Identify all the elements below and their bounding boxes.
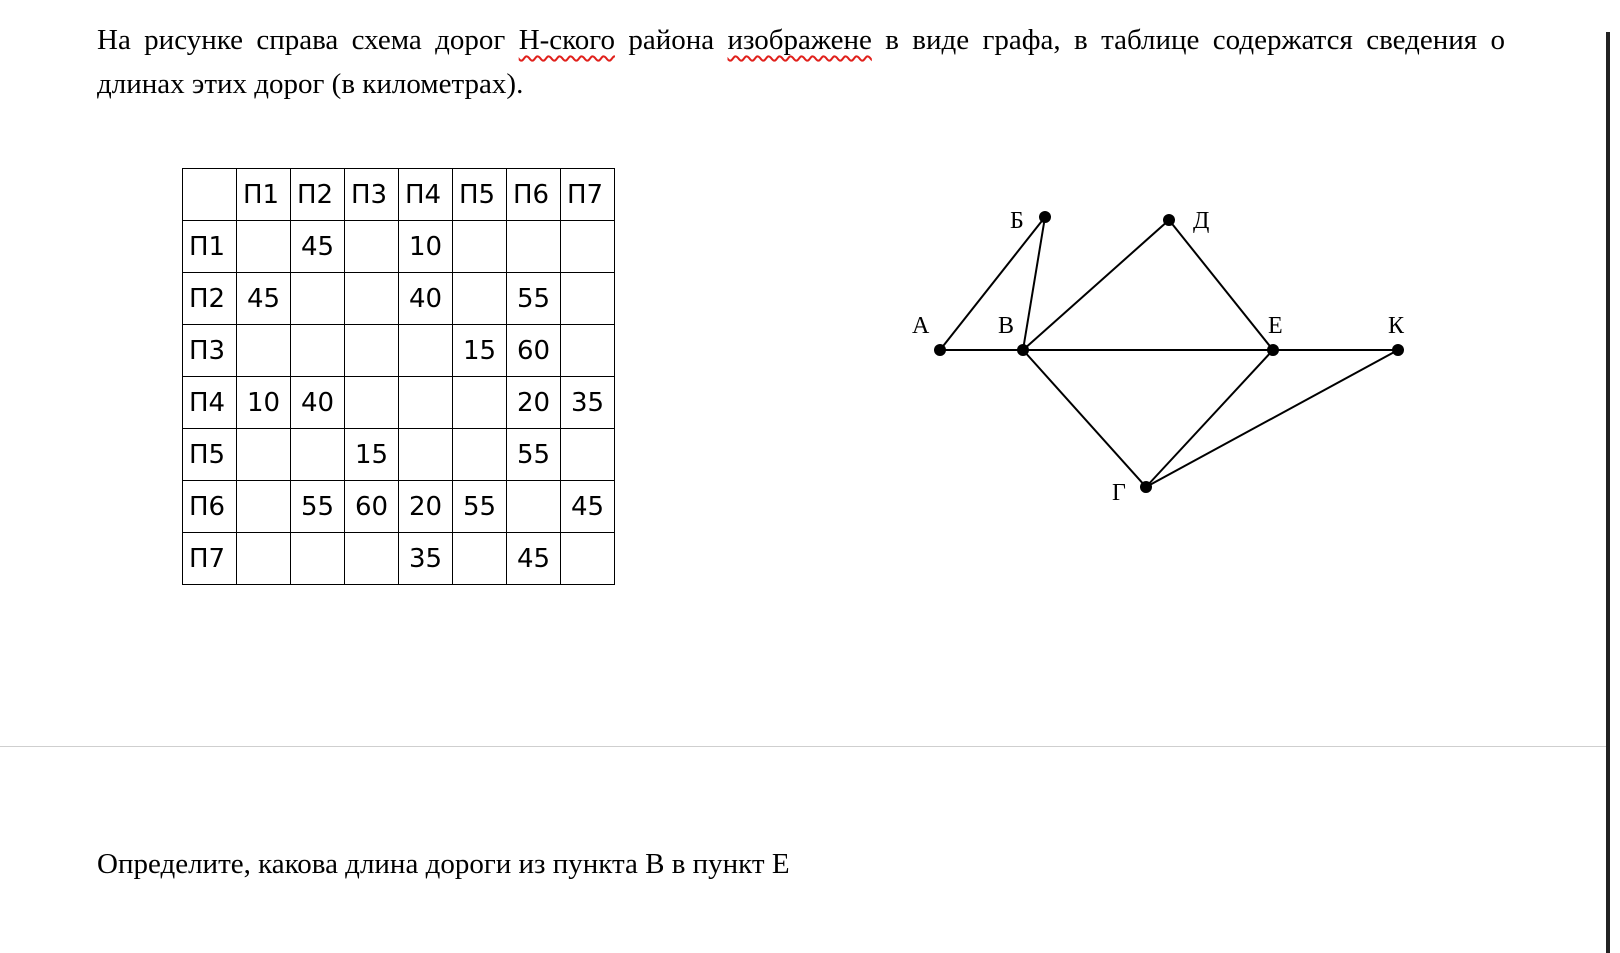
table-cell: 55 [291, 481, 345, 533]
edge-g-e [1146, 350, 1273, 487]
table-row-label: П4 [183, 377, 237, 429]
table-cell: 35 [561, 377, 615, 429]
table-cell: 45 [561, 481, 615, 533]
table-header-cell: П5 [453, 169, 507, 221]
edge-b-v [1023, 217, 1045, 350]
table-cell [561, 221, 615, 273]
table-cell: 45 [507, 533, 561, 585]
table-cell [291, 273, 345, 325]
table-row-label: П2 [183, 273, 237, 325]
table-header-cell: П4 [399, 169, 453, 221]
label-g: Г [1112, 480, 1126, 506]
table-row [183, 429, 615, 481]
table-cell [453, 533, 507, 585]
intro-text-1: На рисунке справа схема дорог [97, 24, 519, 56]
table-cell [237, 533, 291, 585]
table-cell: 60 [345, 481, 399, 533]
table-cell [291, 533, 345, 585]
table-row [183, 533, 615, 585]
intro-text-2: района [614, 24, 728, 56]
edge-a-b [940, 217, 1045, 350]
table-header-cell: П6 [507, 169, 561, 221]
table-row [183, 377, 615, 429]
table-cell [345, 377, 399, 429]
table-cell [345, 533, 399, 585]
table-cell: 20 [507, 377, 561, 429]
table-cell [507, 221, 561, 273]
table-cell [453, 273, 507, 325]
table-cell [453, 221, 507, 273]
label-b: Б [1010, 208, 1024, 234]
table-cell: 10 [399, 221, 453, 273]
table-cell [561, 273, 615, 325]
table-header-cell: П3 [345, 169, 399, 221]
node-k [1392, 344, 1404, 356]
table-row [183, 481, 615, 533]
table-cell [237, 325, 291, 377]
table-header-row [183, 169, 615, 221]
table-row-label: П5 [183, 429, 237, 481]
graph-nodes [934, 211, 1404, 493]
node-d [1163, 214, 1175, 226]
edge-v-d [1023, 220, 1169, 350]
table-cell [561, 429, 615, 481]
node-b [1039, 211, 1051, 223]
table-cell: 45 [291, 221, 345, 273]
table-cell: 10 [237, 377, 291, 429]
table-cell [345, 325, 399, 377]
intro-paragraph [97, 18, 1505, 106]
misspelled-word-izobrazhene[interactable]: изображене [727, 24, 872, 56]
table-corner-cell [183, 169, 237, 221]
question-text: Определите, какова длина дороги из пункта В в пункт Е [97, 848, 790, 880]
table-row-label: П6 [183, 481, 237, 533]
scrollbar[interactable] [1606, 32, 1610, 953]
edge-v-g [1023, 350, 1146, 487]
table-cell [453, 377, 507, 429]
table-header-cell: П1 [237, 169, 291, 221]
graph-edges [940, 217, 1398, 487]
label-d: Д [1193, 208, 1210, 234]
label-e: Е [1268, 313, 1283, 339]
table-cell: 15 [345, 429, 399, 481]
page-divider [0, 746, 1610, 747]
misspelled-word-n-skogo[interactable]: Н-ского [518, 24, 615, 56]
table-cell [561, 325, 615, 377]
node-v [1017, 344, 1029, 356]
table-cell [291, 429, 345, 481]
table-cell: 55 [507, 273, 561, 325]
table-row [183, 325, 615, 377]
table-row [183, 221, 615, 273]
node-g [1140, 481, 1152, 493]
table-cell [345, 221, 399, 273]
intro-text-3: в виде графа, в таблице содержатся сведения о длинах этих дорог (в километрах). [97, 24, 1505, 100]
table-row-label: П1 [183, 221, 237, 273]
table-cell [237, 221, 291, 273]
road-graph [880, 180, 1440, 520]
node-e [1267, 344, 1279, 356]
table-cell [291, 325, 345, 377]
table-cell [399, 325, 453, 377]
edge-d-e [1169, 220, 1273, 350]
table-cell: 35 [399, 533, 453, 585]
table-cell [237, 481, 291, 533]
table-cell [345, 273, 399, 325]
table-cell: 40 [399, 273, 453, 325]
label-k: К [1388, 313, 1405, 339]
table-header-cell: П7 [561, 169, 615, 221]
table-cell: 20 [399, 481, 453, 533]
graph-labels [912, 208, 1405, 506]
edge-g-k [1146, 350, 1398, 487]
table-cell: 55 [453, 481, 507, 533]
table-cell: 15 [453, 325, 507, 377]
table-cell: 60 [507, 325, 561, 377]
table-cell [507, 481, 561, 533]
table-row-label: П7 [183, 533, 237, 585]
table-cell [237, 429, 291, 481]
table-row-label: П3 [183, 325, 237, 377]
table-cell [561, 533, 615, 585]
table-cell [453, 429, 507, 481]
table-cell: 55 [507, 429, 561, 481]
node-a [934, 344, 946, 356]
distance-table [182, 168, 615, 585]
table-cell [399, 429, 453, 481]
table-header-cell: П2 [291, 169, 345, 221]
table-cell [399, 377, 453, 429]
table-cell: 40 [291, 377, 345, 429]
table-cell: 45 [237, 273, 291, 325]
label-a: А [912, 313, 930, 339]
table-row [183, 273, 615, 325]
label-v: В [998, 313, 1015, 339]
